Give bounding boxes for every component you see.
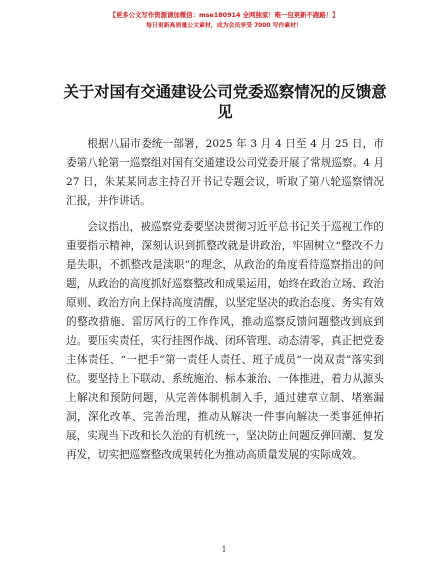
promo-banner-line-2: 每日更新高质量公文素材，成为会员享受 7000 写作素材！ — [146, 23, 302, 29]
paragraph-meeting-points: 会议指出，被巡察党委要坚决贯彻习近平总书记关于巡视工作的重要指示精神，深刻认识到抓整改就是讲政治，牢固树立“整改不力是失职，不抓整改是渎职”的理念，从政治的角度看待巡察指出的问题，从政治的高度抓好巡察整改和成果运用，始终在政治立场、政治原则、政治方向上保持高度清醒，以坚定坚决的政治态度、务实有效的整改措施、雷厉风行的工作作风，推动巡察反馈问题整改到底到边。要压实责任，实行挂图作战、闭环管理、动态清零，真正把党委主体责任、“一把手”第一责任人责任、班子成员“一岗双责”落实到位。要坚持上下联动、系统施治、标本兼治、一体推进，着力从源头上解决和预防问题，从完善体制机制入手，通过建章立制、堵塞漏洞，深化改革、完善治理，推动从解决一件事向解决一类事延伸拓展，实现当下改和长久治的有机统一，坚决防止问题反弹回潮、复发再发，切实把巡察整改成果转化为推动高质量发展的实际成效。 — [66, 221, 384, 461]
paragraph-intro: 根据八届市委统一部署，2025 年 3 月 4 日至 4 月 25 日，市委第八轮第一巡察组对国有交通建设公司党委开展了常规巡察。4 月 27 日，朱某某同志主持召开书记专题会议，听取了第八轮巡察情况汇报，并作讲话。 — [66, 138, 384, 207]
page-number: 1 — [221, 545, 227, 554]
document-title: 关于对国有交通建设公司党委巡察情况的反馈意见 — [63, 83, 387, 121]
promo-banner — [0, 10, 448, 32]
promo-banner-line-1: 【更多公文写作资源请加微信：mse180914 全网独家！唯一包更新不跑路！】 — [109, 11, 339, 19]
document-body — [66, 135, 384, 472]
